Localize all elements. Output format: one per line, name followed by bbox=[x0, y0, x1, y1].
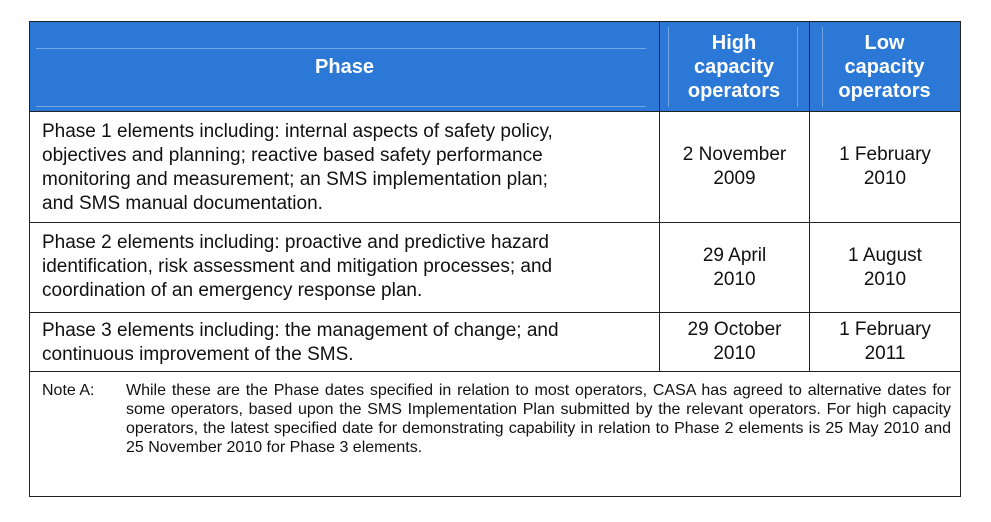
high-capacity-date bbox=[660, 223, 809, 312]
phase-line: identification, risk assessment and mitigation processes; and bbox=[42, 256, 553, 277]
phase-description bbox=[42, 231, 642, 303]
phase-line: Phase 3 elements including: the management of change; and bbox=[42, 320, 559, 341]
table-row bbox=[30, 223, 960, 312]
phase-dates-table bbox=[29, 21, 961, 497]
phase-line: and SMS manual documentation. bbox=[42, 193, 323, 214]
header-low-line1: Low bbox=[864, 31, 905, 54]
phase-line: Phase 2 elements including: proactive and predictive hazard bbox=[42, 232, 549, 253]
header-high-line2: capacity bbox=[693, 55, 775, 78]
phase-description bbox=[42, 120, 642, 216]
header-grid-line bbox=[668, 27, 669, 107]
header-phase-label: Phase bbox=[315, 55, 374, 78]
high-capacity-date bbox=[660, 313, 809, 371]
header-grid-line bbox=[822, 27, 823, 107]
header-high-line1: High bbox=[711, 31, 757, 54]
low-capacity-date bbox=[810, 223, 960, 312]
date-line: 2010 bbox=[713, 268, 756, 290]
header-grid-line bbox=[36, 48, 646, 49]
header-high-capacity bbox=[659, 22, 809, 111]
date-line: 2010 bbox=[713, 343, 756, 364]
table-header bbox=[30, 22, 960, 112]
header-phase bbox=[30, 22, 659, 111]
date-line: 2009 bbox=[713, 168, 756, 189]
date-line: 1 February bbox=[839, 319, 931, 340]
date-line: 29 April bbox=[702, 244, 767, 266]
phase-line: monitoring and measurement; an SMS implementation plan; bbox=[42, 169, 548, 190]
header-low-line2: capacity bbox=[844, 55, 925, 78]
phase-line: continuous improvement of the SMS. bbox=[42, 344, 354, 365]
header-low-line3: operators bbox=[838, 79, 931, 102]
date-line: 2010 bbox=[863, 268, 907, 290]
phase-line: Phase 1 elements including: internal aspects of safety policy, bbox=[42, 121, 553, 142]
date-line: 29 October bbox=[687, 319, 782, 340]
phase-line: objectives and planning; reactive based safety performance bbox=[42, 145, 543, 166]
date-line: 2010 bbox=[863, 168, 907, 189]
header-grid-line bbox=[36, 106, 646, 107]
low-capacity-date bbox=[810, 313, 960, 371]
date-line: 1 August bbox=[848, 244, 922, 266]
date-line: 2 November bbox=[682, 144, 787, 165]
table-row bbox=[30, 112, 960, 222]
note-label: Note A: bbox=[42, 382, 95, 399]
date-line: 1 February bbox=[839, 144, 931, 165]
table-row bbox=[30, 313, 960, 371]
note-text: While these are the Phase dates specified in relation to most operators, CASA has agreed to alternative dates for some operators, based upon the SMS Implementation Plan submitted by the relevant operators. For high capacity operators, the latest specified date for demonstrating capability in relation to Phase 2 elements is 25 May 2010 and 25 November 2010 for Phase 3 elements. bbox=[126, 382, 951, 456]
low-capacity-date bbox=[810, 112, 960, 222]
phase-description bbox=[42, 319, 642, 367]
date-line: 2011 bbox=[864, 343, 906, 364]
high-capacity-date bbox=[660, 112, 809, 222]
header-high-line3: operators bbox=[687, 79, 781, 102]
header-grid-line bbox=[797, 27, 798, 107]
header-low-capacity bbox=[809, 22, 960, 111]
phase-line: coordination of an emergency response plan. bbox=[42, 280, 423, 301]
row-divider bbox=[30, 371, 960, 372]
